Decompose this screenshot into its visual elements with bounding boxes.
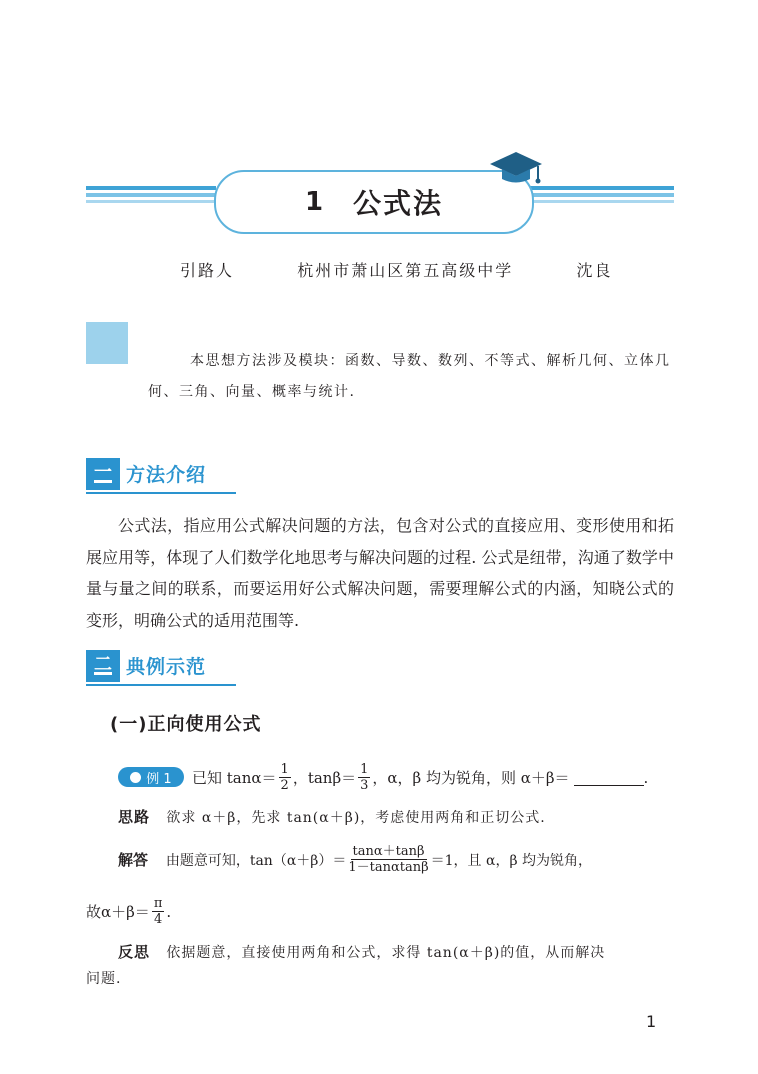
fraction: $\frac{\pi}{4}$ [153,896,163,927]
answer-conclusion: 故α＋β＝ $\frac{\pi}{4}$ . [86,896,172,927]
chapter-number: 1 [304,187,324,217]
thought-label: 思路 [118,808,151,826]
fraction: $\frac{\tan\alpha+\tan\beta}{1-\tan\alpha\tan\beta}$ [348,844,429,875]
page-number: 1 [646,1012,657,1031]
chapter-guide: 引路人 杭州市萧山区第五高级中学 沈良 [180,261,613,280]
section-badge: 二 [86,650,120,682]
subsection-title: (一)正向使用公式 [110,714,262,735]
answer-blank [574,769,644,786]
banner-stripes-left [86,186,216,210]
example-statement: 已知 tanα＝ $\frac{1}{2}$ ，tanβ＝ $\frac{1}{3}$ ，α，β 均为锐角，则 α＋β＝ . [192,762,649,793]
reflection-label: 反思 [118,943,151,961]
section-method-intro [86,458,246,490]
reflection-line [118,936,674,969]
intro-marker [86,322,128,364]
graduation-cap-icon [486,146,546,192]
reflection-text-continued: 问题. [86,971,122,987]
section-rule [86,492,236,494]
section-examples [86,650,246,682]
reflection-text: 依据题意，直接使用两角和公式，求得 tan(α＋β)的值，从而解决 [166,945,606,961]
section-label: 典例示范 [126,656,207,678]
section-badge: 一 [86,458,120,490]
banner-stripes-right [528,186,674,210]
method-paragraph: 公式法，指应用公式解决问题的方法，包含对公式的直接应用、变形使用和拓展应用等，体现了人们数学化地思考与解决问题的过程. 公式是纽带，沟通了数学中量与量之间的联系，而要运用好公式解决问题，需要理解公式的内涵，知晓公式的变形，明确公式的适用范围等. [86,516,674,630]
thought-text: 欲求 α＋β，先求 tan(α＋β)，考虑使用两角和正切公式. [166,810,546,826]
thought-line [118,806,546,827]
section-rule [86,684,236,686]
answer-line: 解答 由题意可知，tan（α＋β）＝ $\frac{\tan\alpha+\tan\beta}{1-\tan\alpha\tan\beta}$ ＝1，且 α，β 均为锐角， [118,844,592,875]
bullet-icon [130,772,141,783]
section-label: 方法介绍 [126,464,207,486]
answer-label: 解答 [118,851,149,869]
example-badge: 例 1 [118,767,184,787]
fraction: $\frac{1}{2}$ [280,762,289,793]
fraction: $\frac{1}{3}$ [360,762,369,793]
intro-text: 本思想方法涉及模块：函数、导数、数列、不等式、解析几何、立体几何、三角、向量、概率与统计. [148,353,671,400]
chapter-title: 公式法 [353,187,444,220]
